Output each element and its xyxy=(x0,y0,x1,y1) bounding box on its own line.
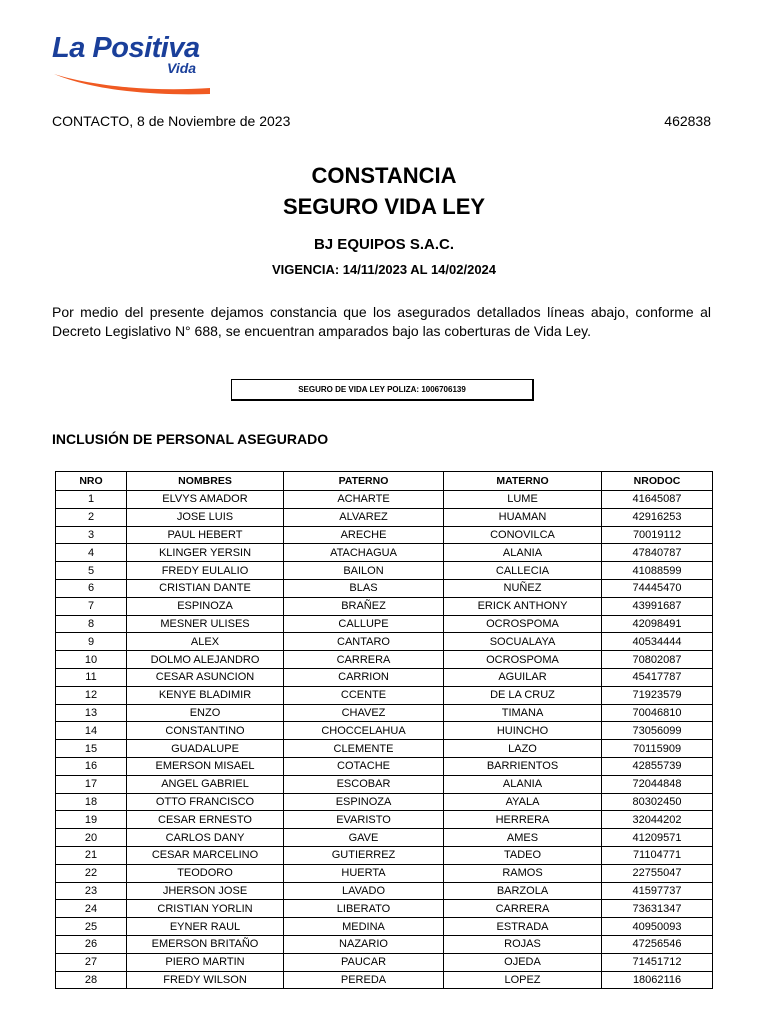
cell-paterno: HUERTA xyxy=(284,864,444,882)
cell-paterno: EVARISTO xyxy=(284,811,444,829)
cell-nrodoc: 47256546 xyxy=(602,935,713,953)
cell-nro: 15 xyxy=(56,740,127,758)
table-row xyxy=(56,811,713,829)
cell-materno: HUINCHO xyxy=(444,722,602,740)
table-body xyxy=(56,491,713,989)
cell-nrodoc: 71451712 xyxy=(602,953,713,971)
cell-nombres: CRISTIAN YORLIN xyxy=(127,900,284,918)
cell-paterno: PEREDA xyxy=(284,971,444,989)
table-row xyxy=(56,971,713,989)
cell-materno: LUME xyxy=(444,491,602,509)
cell-nombres: ENZO xyxy=(127,704,284,722)
cell-nrodoc: 42916253 xyxy=(602,508,713,526)
cell-nro: 25 xyxy=(56,918,127,936)
cell-materno: ALANIA xyxy=(444,544,602,562)
cell-nombres: TEODORO xyxy=(127,864,284,882)
table-row xyxy=(56,579,713,597)
cell-nrodoc: 70046810 xyxy=(602,704,713,722)
cell-nombres: CONSTANTINO xyxy=(127,722,284,740)
cell-materno: CARRERA xyxy=(444,900,602,918)
cell-materno: CONOVILCA xyxy=(444,526,602,544)
cell-nro: 21 xyxy=(56,846,127,864)
cell-nrodoc: 40534444 xyxy=(602,633,713,651)
cell-nro: 12 xyxy=(56,686,127,704)
cell-nrodoc: 41209571 xyxy=(602,829,713,847)
cell-nombres: CESAR MARCELINO xyxy=(127,846,284,864)
cell-nrodoc: 40950093 xyxy=(602,918,713,936)
table-row xyxy=(56,757,713,775)
cell-materno: TADEO xyxy=(444,846,602,864)
cell-nombres: CRISTIAN DANTE xyxy=(127,579,284,597)
cell-nrodoc: 42098491 xyxy=(602,615,713,633)
cell-nombres: ANGEL GABRIEL xyxy=(127,775,284,793)
cell-nro: 6 xyxy=(56,579,127,597)
cell-paterno: ACHARTE xyxy=(284,491,444,509)
cell-nombres: MESNER ULISES xyxy=(127,615,284,633)
logo-swoosh-icon xyxy=(52,66,222,96)
cell-paterno: MEDINA xyxy=(284,918,444,936)
cell-nombres: EMERSON BRITAÑO xyxy=(127,935,284,953)
logo-sub-text: Vida xyxy=(167,60,197,76)
cell-materno: HUAMAN xyxy=(444,508,602,526)
cell-nrodoc: 41645087 xyxy=(602,491,713,509)
cell-materno: BARZOLA xyxy=(444,882,602,900)
cell-materno: HERRERA xyxy=(444,811,602,829)
logo-main-text: La Positiva xyxy=(52,32,200,64)
cell-materno: LOPEZ xyxy=(444,971,602,989)
cell-paterno: ATACHAGUA xyxy=(284,544,444,562)
cell-materno: DE LA CRUZ xyxy=(444,686,602,704)
cell-paterno: ARECHE xyxy=(284,526,444,544)
cell-nro: 28 xyxy=(56,971,127,989)
header-nombres: NOMBRES xyxy=(127,472,284,491)
cell-nombres: ESPINOZA xyxy=(127,597,284,615)
table-row xyxy=(56,668,713,686)
cell-nro: 20 xyxy=(56,829,127,847)
cell-nombres: KENYE BLADIMIR xyxy=(127,686,284,704)
cell-nrodoc: 73631347 xyxy=(602,900,713,918)
cell-paterno: CHOCCELAHUA xyxy=(284,722,444,740)
cell-nombres: JHERSON JOSE xyxy=(127,882,284,900)
table-row xyxy=(56,704,713,722)
cell-nro: 10 xyxy=(56,651,127,669)
insured-personnel-table xyxy=(55,471,713,989)
cell-nro: 19 xyxy=(56,811,127,829)
cell-materno: ROJAS xyxy=(444,935,602,953)
table-row xyxy=(56,793,713,811)
cell-nrodoc: 73056099 xyxy=(602,722,713,740)
table-row xyxy=(56,900,713,918)
table-row xyxy=(56,775,713,793)
cell-nro: 9 xyxy=(56,633,127,651)
cell-nro: 17 xyxy=(56,775,127,793)
cell-nrodoc: 22755047 xyxy=(602,864,713,882)
cell-materno: OCROSPOMA xyxy=(444,615,602,633)
cell-nro: 23 xyxy=(56,882,127,900)
title-constancia: CONSTANCIA xyxy=(311,163,457,188)
cell-nro: 26 xyxy=(56,935,127,953)
cell-nro: 18 xyxy=(56,793,127,811)
contact-date-line: CONTACTO, 8 de Noviembre de 2023 xyxy=(52,113,291,129)
cell-nombres: KLINGER YERSIN xyxy=(127,544,284,562)
company-name: BJ EQUIPOS S.A.C. xyxy=(313,236,455,253)
body-paragraph: Por medio del presente dejamos constancia que los asegurados detallados líneas abajo, conforme al Decreto Legislativo N° 688, se encuentran amparados bajo las coberturas de Vida Ley. xyxy=(52,304,711,339)
cell-nro: 13 xyxy=(56,704,127,722)
table-row xyxy=(56,544,713,562)
header-nro: NRO xyxy=(56,472,127,491)
cell-nombres: ELVYS AMADOR xyxy=(127,491,284,509)
cell-paterno: CHAVEZ xyxy=(284,704,444,722)
cell-nrodoc: 72044848 xyxy=(602,775,713,793)
table-row xyxy=(56,491,713,509)
cell-paterno: LIBERATO xyxy=(284,900,444,918)
cell-materno: RAMOS xyxy=(444,864,602,882)
table-row xyxy=(56,526,713,544)
cell-nrodoc: 70802087 xyxy=(602,651,713,669)
cell-materno: OJEDA xyxy=(444,953,602,971)
cell-paterno: CANTARO xyxy=(284,633,444,651)
cell-paterno: GAVE xyxy=(284,829,444,847)
cell-nombres: EYNER RAUL xyxy=(127,918,284,936)
cell-nrodoc: 80302450 xyxy=(602,793,713,811)
cell-materno: ESTRADA xyxy=(444,918,602,936)
cell-paterno: BLAS xyxy=(284,579,444,597)
table-row xyxy=(56,722,713,740)
cell-nro: 24 xyxy=(56,900,127,918)
cell-nrodoc: 42855739 xyxy=(602,757,713,775)
cell-paterno: NAZARIO xyxy=(284,935,444,953)
document-number: 462838 xyxy=(664,113,711,129)
cell-nombres: CESAR ASUNCION xyxy=(127,668,284,686)
cell-nro: 4 xyxy=(56,544,127,562)
cell-nombres: PIERO MARTIN xyxy=(127,953,284,971)
cell-paterno: ESCOBAR xyxy=(284,775,444,793)
table-row xyxy=(56,918,713,936)
table-row xyxy=(56,633,713,651)
cell-nro: 7 xyxy=(56,597,127,615)
cell-nrodoc: 18062116 xyxy=(602,971,713,989)
header-materno: MATERNO xyxy=(444,472,602,491)
cell-nombres: CARLOS DANY xyxy=(127,829,284,847)
cell-nro: 16 xyxy=(56,757,127,775)
cell-materno: BARRIENTOS xyxy=(444,757,602,775)
cell-nombres: PAUL HEBERT xyxy=(127,526,284,544)
cell-materno: TIMANA xyxy=(444,704,602,722)
cell-materno: ALANIA xyxy=(444,775,602,793)
cell-nombres: EMERSON MISAEL xyxy=(127,757,284,775)
table-row xyxy=(56,953,713,971)
vigencia-line: VIGENCIA: 14/11/2023 AL 14/02/2024 xyxy=(271,262,497,277)
cell-nro: 11 xyxy=(56,668,127,686)
table-header-row xyxy=(56,472,713,491)
company-logo xyxy=(52,30,222,96)
cell-nro: 27 xyxy=(56,953,127,971)
table-row xyxy=(56,740,713,758)
cell-nro: 14 xyxy=(56,722,127,740)
cell-paterno: CALLUPE xyxy=(284,615,444,633)
cell-nro: 3 xyxy=(56,526,127,544)
cell-nrodoc: 74445470 xyxy=(602,579,713,597)
cell-materno: LAZO xyxy=(444,740,602,758)
table-row xyxy=(56,882,713,900)
cell-materno: SOCUALAYA xyxy=(444,633,602,651)
cell-nro: 2 xyxy=(56,508,127,526)
table-row xyxy=(56,508,713,526)
table-row xyxy=(56,829,713,847)
cell-nrodoc: 70115909 xyxy=(602,740,713,758)
table-row xyxy=(56,562,713,580)
cell-paterno: COTACHE xyxy=(284,757,444,775)
cell-paterno: ESPINOZA xyxy=(284,793,444,811)
cell-paterno: ALVAREZ xyxy=(284,508,444,526)
cell-materno: AGUILAR xyxy=(444,668,602,686)
cell-nrodoc: 45417787 xyxy=(602,668,713,686)
cell-nombres: FREDY WILSON xyxy=(127,971,284,989)
cell-paterno: BAILON xyxy=(284,562,444,580)
cell-nrodoc: 41597737 xyxy=(602,882,713,900)
cell-paterno: BRAÑEZ xyxy=(284,597,444,615)
title-seguro: SEGURO VIDA LEY xyxy=(282,194,486,219)
cell-nro: 8 xyxy=(56,615,127,633)
cell-materno: NUÑEZ xyxy=(444,579,602,597)
cell-paterno: CCENTE xyxy=(284,686,444,704)
cell-nrodoc: 71923579 xyxy=(602,686,713,704)
cell-materno: CALLECIA xyxy=(444,562,602,580)
cell-nro: 22 xyxy=(56,864,127,882)
table-row xyxy=(56,686,713,704)
cell-materno: AYALA xyxy=(444,793,602,811)
policy-number-box: SEGURO DE VIDA LEY POLIZA: 1006706139 xyxy=(231,379,534,401)
cell-paterno: CARRION xyxy=(284,668,444,686)
cell-nombres: CESAR ERNESTO xyxy=(127,811,284,829)
header-nrodoc: NRODOC xyxy=(602,472,713,491)
cell-nombres: GUADALUPE xyxy=(127,740,284,758)
table-row xyxy=(56,935,713,953)
cell-nrodoc: 71104771 xyxy=(602,846,713,864)
cell-paterno: CARRERA xyxy=(284,651,444,669)
table-row xyxy=(56,615,713,633)
cell-materno: AMES xyxy=(444,829,602,847)
cell-nrodoc: 43991687 xyxy=(602,597,713,615)
table-row xyxy=(56,597,713,615)
cell-nro: 1 xyxy=(56,491,127,509)
cell-paterno: LAVADO xyxy=(284,882,444,900)
header-paterno: PATERNO xyxy=(284,472,444,491)
cell-paterno: CLEMENTE xyxy=(284,740,444,758)
cell-nro: 5 xyxy=(56,562,127,580)
table-row xyxy=(56,864,713,882)
cell-nrodoc: 47840787 xyxy=(602,544,713,562)
cell-nombres: DOLMO ALEJANDRO xyxy=(127,651,284,669)
cell-nrodoc: 70019112 xyxy=(602,526,713,544)
section-title: INCLUSIÓN DE PERSONAL ASEGURADO xyxy=(52,431,329,447)
cell-paterno: GUTIERREZ xyxy=(284,846,444,864)
table-row xyxy=(56,651,713,669)
table-row xyxy=(56,846,713,864)
cell-nrodoc: 32044202 xyxy=(602,811,713,829)
cell-paterno: PAUCAR xyxy=(284,953,444,971)
cell-nombres: FREDY EULALIO xyxy=(127,562,284,580)
cell-materno: ERICK ANTHONY xyxy=(444,597,602,615)
cell-materno: OCROSPOMA xyxy=(444,651,602,669)
cell-nrodoc: 41088599 xyxy=(602,562,713,580)
cell-nombres: ALEX xyxy=(127,633,284,651)
cell-nombres: JOSE LUIS xyxy=(127,508,284,526)
cell-nombres: OTTO FRANCISCO xyxy=(127,793,284,811)
